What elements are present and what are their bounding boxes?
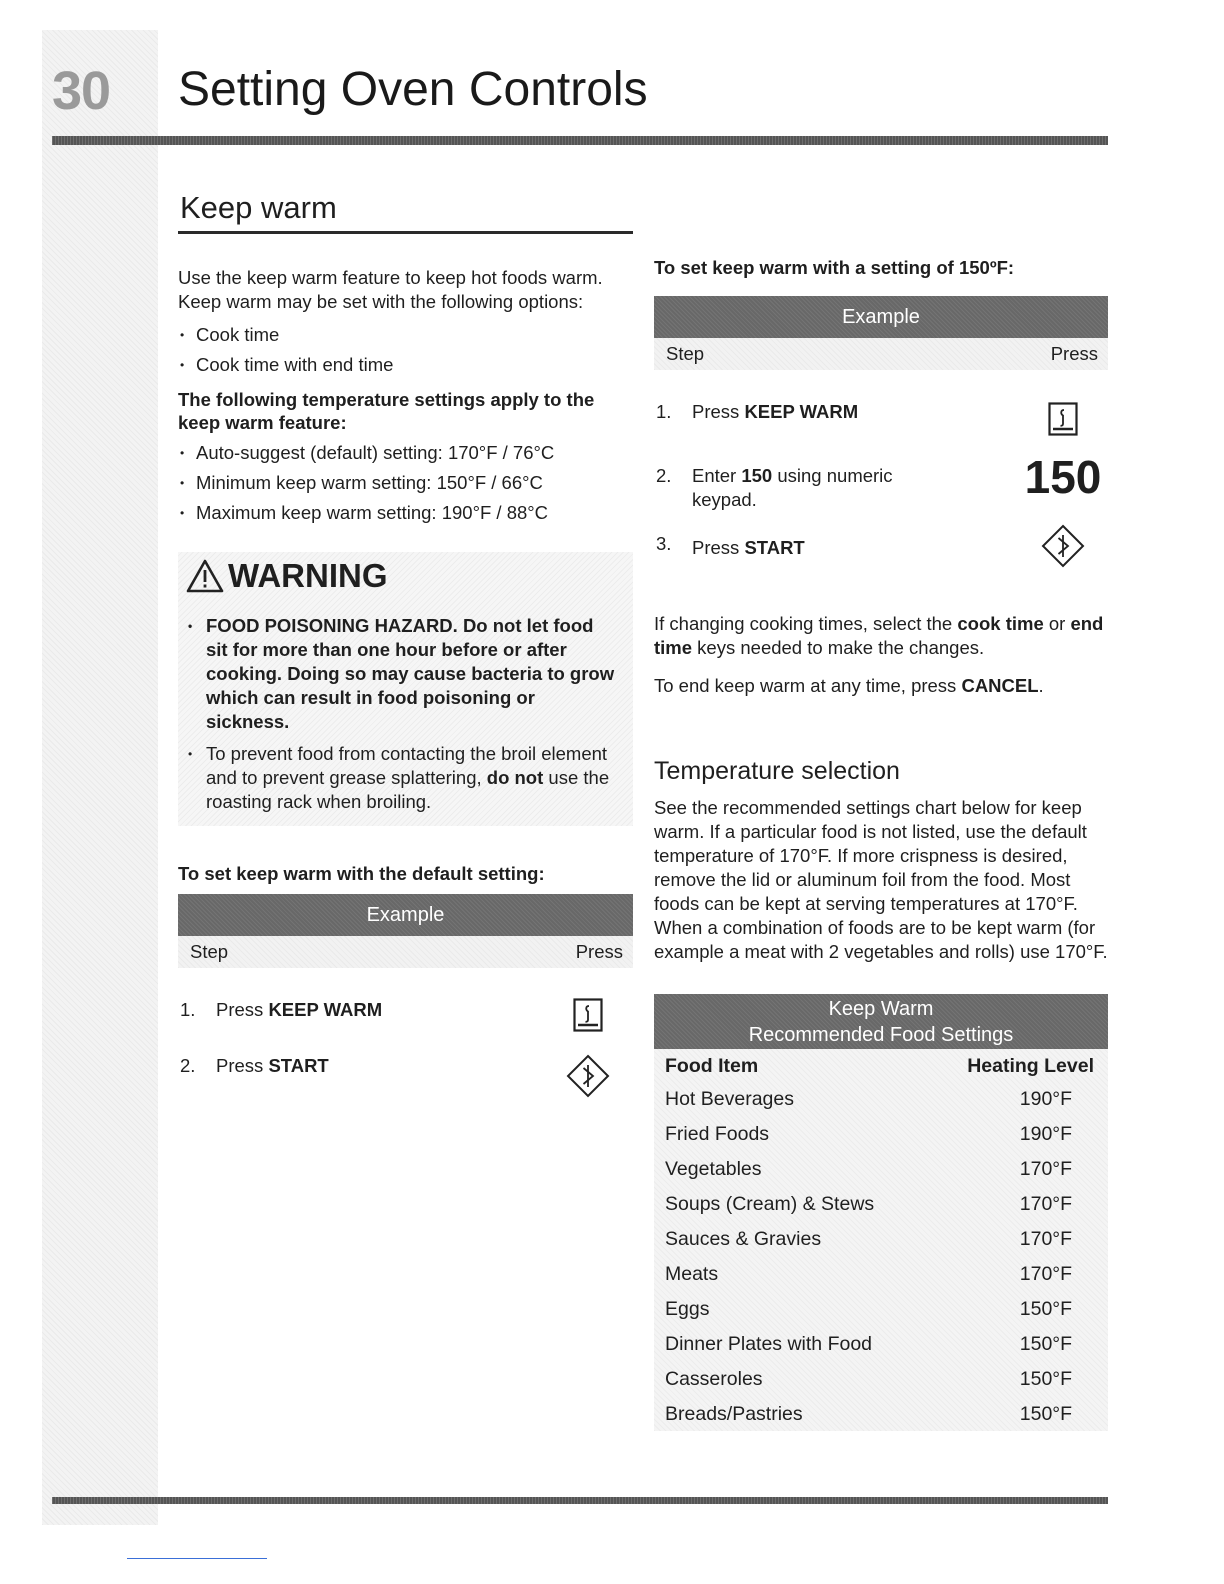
list-item: • Maximum keep warm setting: 190°F / 88°C xyxy=(178,498,633,528)
food-item: Sauces & Gravies xyxy=(665,1227,822,1250)
step-press xyxy=(543,998,633,1032)
step-verb: Press xyxy=(216,998,269,1020)
food-item: Dinner Plates with Food xyxy=(665,1332,873,1355)
table-row xyxy=(665,1361,1072,1396)
recommended-title-line1: Keep Warm xyxy=(828,997,934,1020)
list-item: • Cook time xyxy=(178,320,633,350)
right-column xyxy=(654,256,1108,1431)
table-row xyxy=(665,1151,1072,1186)
warning-label: WARNING xyxy=(228,556,388,594)
table-row xyxy=(665,1186,1072,1221)
step-row xyxy=(178,998,633,1032)
note-text: or xyxy=(1043,613,1071,634)
warning-triangle-icon xyxy=(186,559,224,593)
example-bar: Example xyxy=(654,296,1108,338)
step-column-label: Step xyxy=(190,940,229,962)
header-rule xyxy=(52,136,1108,145)
press-column-label: Press xyxy=(1050,343,1098,364)
warning-box xyxy=(178,552,633,826)
step-number: 2. xyxy=(180,1054,196,1076)
press-column-label: Press xyxy=(575,940,623,962)
step-text xyxy=(216,998,543,1022)
note-key: CANCEL xyxy=(961,675,1039,696)
step-header xyxy=(178,936,633,968)
food-item: Meats xyxy=(665,1262,719,1285)
table-row xyxy=(665,1396,1072,1431)
heating-level: 150°F xyxy=(1019,1332,1072,1355)
step-text xyxy=(692,400,1018,424)
warning-emphasis: do not xyxy=(486,766,544,788)
warning-list xyxy=(186,614,617,814)
step-row xyxy=(178,1054,633,1098)
note-key: end time xyxy=(654,613,1104,658)
warning-text: use the roasting rack when broiling. xyxy=(206,766,610,812)
left-column xyxy=(178,190,633,1098)
step-text xyxy=(692,532,1018,560)
step-number: 1. xyxy=(180,998,196,1020)
temperature-selection-body: See the recommended settings chart below for keep warm. If a particular food is not listed, use the default temperature of 170°F. If more crispness is desired, remove the lid or aluminum foil from the food. Most foods can be kept at serving temperatures at 170°F. When a combination of foods are to be kept warm (for example a meat with 2 vegetables and rolls) use 170°F. xyxy=(654,797,1108,962)
margin-strip xyxy=(42,30,158,1525)
food-item: Breads/Pastries xyxy=(665,1402,803,1425)
example-150-caption: To set keep warm with a setting of 150ºF: xyxy=(654,257,1015,278)
page-number: 30 xyxy=(52,61,111,121)
step-verb: Enter xyxy=(692,465,742,486)
step-number: 3. xyxy=(656,533,672,554)
step-key: START xyxy=(268,1054,329,1076)
recommended-title-line2: Recommended Food Settings xyxy=(748,1023,1014,1046)
warning-text: To prevent food from contacting the broil element and to prevent grease splattering, xyxy=(206,742,608,788)
default-example-caption: To set keep warm with the default setting: xyxy=(178,862,545,884)
recommended-settings-table xyxy=(654,1049,1108,1431)
heating-level: 150°F xyxy=(1019,1367,1072,1390)
step-row xyxy=(654,532,1108,568)
heating-level: 150°F xyxy=(1019,1402,1072,1425)
list-item: • Auto-suggest (default) setting: 170°F / 76°C xyxy=(178,438,633,468)
step-row xyxy=(654,400,1108,436)
heating-level-column-header: Heating Level xyxy=(967,1055,1094,1077)
step-verb: Press xyxy=(692,537,745,558)
recommended-settings-header xyxy=(654,994,1108,1049)
warning-item-broil xyxy=(186,742,617,814)
table-row xyxy=(665,1256,1072,1291)
heating-level: 170°F xyxy=(1019,1192,1072,1215)
keep-warm-heading: Keep warm xyxy=(178,190,633,234)
heating-level: 170°F xyxy=(1019,1227,1072,1250)
temperature-selection-heading: Temperature selection xyxy=(654,757,900,785)
food-item-column-header: Food Item xyxy=(665,1055,759,1077)
step-row xyxy=(654,451,1108,512)
step-key: START xyxy=(744,537,805,558)
food-item: Vegetables xyxy=(665,1157,762,1180)
step-press xyxy=(1018,524,1108,568)
heating-level: 170°F xyxy=(1019,1157,1072,1180)
step-press xyxy=(543,1054,633,1098)
table-header-row xyxy=(665,1051,1094,1081)
food-item: Casseroles xyxy=(665,1367,763,1390)
temp-settings-subhead: The following temperature settings apply to the keep warm feature: xyxy=(178,388,595,433)
step-text xyxy=(216,1054,543,1078)
list-item: • Minimum keep warm setting: 150°F / 66°C xyxy=(178,468,633,498)
change-times-note xyxy=(654,612,1108,660)
note-key: cook time xyxy=(957,613,1044,634)
warning-item-food-poisoning: • FOOD POISONING HAZARD. Do not let food sit for more than one hour before or after cooking. Doing so may cause bacteria to grow which can result in food poisoning or sickness. xyxy=(186,614,617,734)
step-detail: using numeric keypad. xyxy=(692,465,893,510)
heating-level: 190°F xyxy=(1019,1087,1072,1110)
step-text xyxy=(692,464,1018,512)
step-key: KEEP WARM xyxy=(268,998,383,1020)
keep-warm-key-icon xyxy=(573,998,603,1032)
table-row xyxy=(665,1221,1072,1256)
warning-title xyxy=(186,558,617,594)
cancel-note xyxy=(654,674,1108,698)
food-item: Fried Foods xyxy=(665,1122,770,1145)
step-column-label: Step xyxy=(666,343,705,364)
note-text: keys needed to make the changes. xyxy=(692,637,985,658)
heating-level: 150°F xyxy=(1019,1297,1072,1320)
keypad-entry-150: 150 xyxy=(1024,451,1102,503)
step-header xyxy=(654,338,1108,370)
table-row xyxy=(665,1116,1072,1151)
footer-rule xyxy=(52,1497,1108,1504)
step-press xyxy=(1018,400,1108,436)
keep-warm-options xyxy=(178,320,633,380)
note-text: If changing cooking times, select the xyxy=(654,613,958,634)
table-row xyxy=(665,1326,1072,1361)
start-key-icon xyxy=(1041,524,1085,568)
list-item: • Cook time with end time xyxy=(178,350,633,380)
keep-warm-intro: Use the keep warm feature to keep hot foods warm. Keep warm may be set with the following options: xyxy=(178,266,603,312)
note-text: To end keep warm at any time, press xyxy=(654,675,962,696)
example-bar: Example xyxy=(178,894,633,936)
step-verb: Press xyxy=(692,401,745,422)
food-item: Eggs xyxy=(665,1297,710,1320)
heating-level: 170°F xyxy=(1019,1262,1072,1285)
food-item: Soups (Cream) & Stews xyxy=(665,1192,875,1215)
footer-underline xyxy=(127,1558,267,1559)
heating-level: 190°F xyxy=(1019,1122,1072,1145)
table-row xyxy=(665,1291,1072,1326)
start-key-icon xyxy=(566,1054,610,1098)
step-key: KEEP WARM xyxy=(744,401,859,422)
page-title: Setting Oven Controls xyxy=(178,63,648,116)
step-number: 2. xyxy=(656,465,672,486)
keep-warm-key-icon xyxy=(1048,402,1078,436)
temp-settings-list xyxy=(178,438,633,528)
step-press xyxy=(1018,451,1108,503)
note-text: . xyxy=(1038,675,1044,696)
step-verb: Press xyxy=(216,1054,269,1076)
step-key: 150 xyxy=(741,465,773,486)
food-item: Hot Beverages xyxy=(665,1087,794,1110)
step-number: 1. xyxy=(656,401,672,422)
table-row xyxy=(665,1081,1072,1116)
